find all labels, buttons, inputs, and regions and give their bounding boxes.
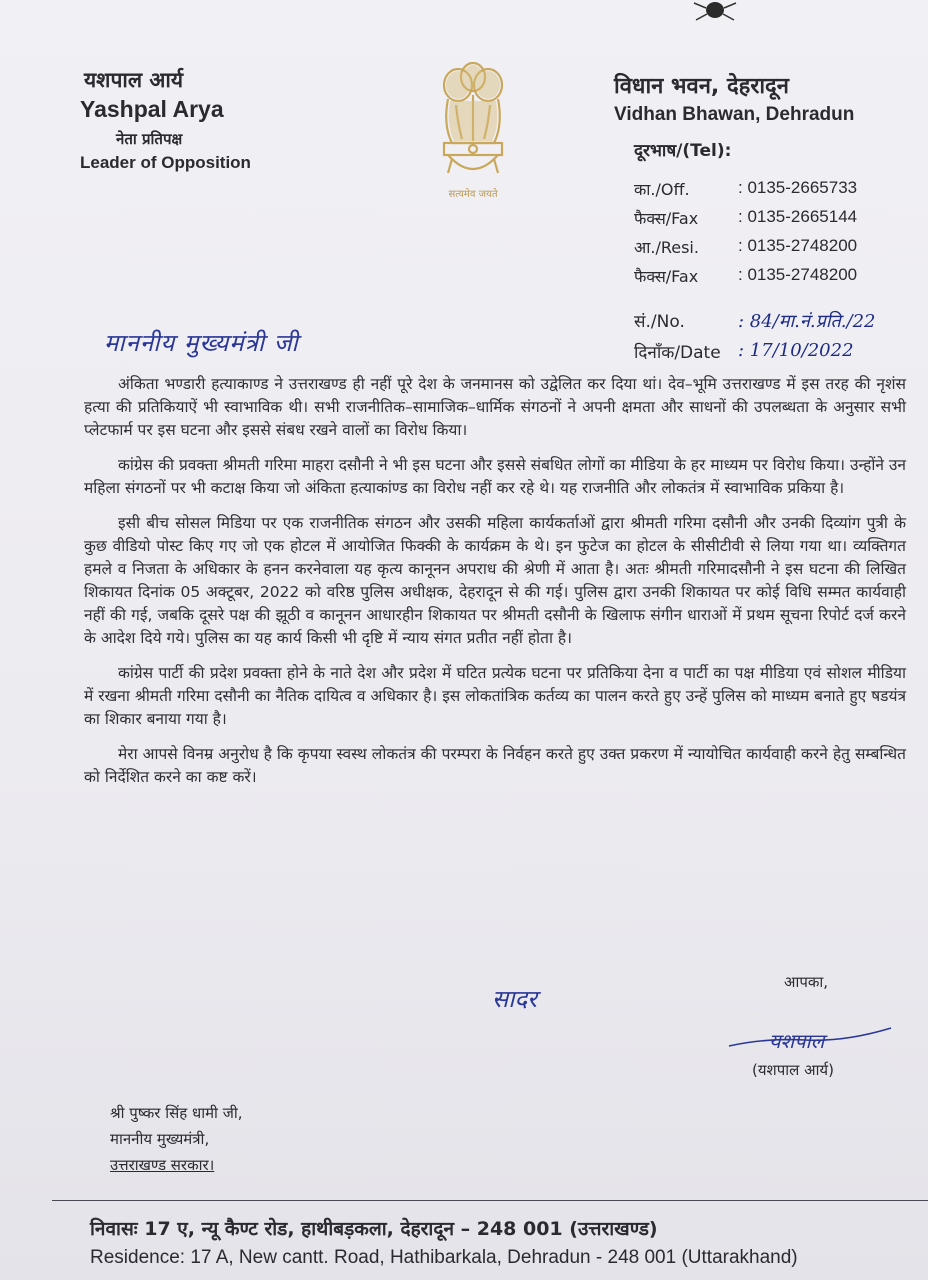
paragraph: कांग्रेस की प्रवक्ता श्रीमती गरिमा माहरा दसौनी ने भी इस घटना और इससे संबधित लोगों का मीडिया के हर माध्यम पर विरोध किया। उन्होंने उन महिला संगठनों पर भी कटाक्ष किया जो अंकिता हत्याकांण्ड का विरोध नहीं कर रहे थे। यह राजनीति और लोकतंत्र में स्वाभाविक प्रकिया है।: [84, 456, 906, 497]
emblem-motto: सत्यमेव जयते: [448, 189, 498, 200]
date-value: : 17/10/2022: [738, 340, 854, 361]
designation-english: Leader of Opposition: [80, 153, 251, 172]
sender-block: [80, 66, 280, 173]
signatory-name: (यशपाल आर्य): [752, 1061, 834, 1079]
paragraph: अंकिता भण्डारी हत्याकाण्ड ने उत्तराखण्ड ही नहीं पूरे देश के जनमानस को उद्वेलित कर दिया थां। देव–भूमि उत्तराखण्ड में इस तरह की नृशंस हत्या की प्रतिकियाऐं भी स्वाभाविक थी। सभी राजनीतिक–सामाजिक–धार्मिक संगठनों ने अपनी क्षमता और साधनों की उपलब्धता के अनुसार सभी प्लेटफार्म पर इस घटना और इससे संबध रखने वालों का विरोध किया।: [84, 375, 906, 439]
reference-number: : 84/मा.नं.प्रति./22: [738, 311, 876, 332]
handwritten-note: सादर: [492, 985, 537, 1013]
contact-label: फैक्स/Fax: [634, 267, 699, 286]
contact-value: : 0135-2665144: [738, 207, 858, 226]
residence-address-hindi: निवासः 17 ए, न्यू कैण्ट रोड, हाथीबड़कला, देहरादून – 248 001 (उत्तराखण्ड): [90, 1218, 658, 1240]
office-english: Vidhan Bhawan, Dehradun: [614, 104, 855, 125]
recipient-office: उत्तराखण्ड सरकार।: [110, 1156, 215, 1174]
footer-divider: [52, 1200, 928, 1201]
sender-name-hindi: यशपाल आर्य: [84, 68, 184, 92]
tel-label: दूरभाष/(Tel):: [634, 141, 732, 161]
contact-value: : 0135-2665733: [738, 178, 858, 197]
signature-text: यशपाल: [769, 1029, 825, 1053]
recipient-name: श्री पुष्कर सिंह धामी जी,: [110, 1104, 243, 1122]
signature: [725, 1018, 895, 1058]
closing: आपका,: [784, 973, 829, 991]
recipient-block: [110, 1100, 243, 1178]
paragraph: इसी बीच सोसल मिडिया पर एक राजनीतिक संगठन और उसकी महिला कार्यकर्ताओं द्वारा श्रीमती गरिमा दसौनी और उनकी दिव्यांग पुत्री के कुछ वीडियो पोस्ट किए गए जो एक होटल में आयोजित फिक्की के कार्यक्रम के थे। इन फुटेज का होटल के सीसीटीवी से लिया गया था। व्यक्तिगत हमले व निजता के अधिकार के हनन करनेवाला यह कृत्य कानूनन अपराध की श्रेणी में आता है। अतः श्रीमती गरिमादसौनी ने इस घटना की लिखित शिकायत दिनांक 05 अक्टूबर, 2022 को वरिष्ठ पुलिस अधीक्षक, देहरादून से की गई। पुलिस द्वारा उनकी शिकायत पर कोई विधि सम्मत कार्यवाही नहीं की गई, जबकि दूसरे पक्ष की झूठी व कानूनन आधारहीन शिकायत पर श्रीमती दसौनी के खिलाफ संगीन धाराओं में प्रथम सूचना रिपोर्ट दर्ज करने के आदेश दिये गये। पुलिस का यह कार्य किसी भी दृष्टि में न्याय संगत प्रतीत नहीं होता है।: [84, 514, 906, 647]
paragraph: मेरा आपसे विनम्र अनुरोध है कि कृपया स्वस्थ लोकतंत्र की परम्परा के निर्वहन करते हुए उक्त प्रकरण में न्यायोचित कार्यवाही करने हेतु सम्बन्धित को निर्देशित करने का कष्ट करें।: [84, 745, 906, 786]
date-label: दिनाँक/Date: [634, 343, 721, 363]
contact-label: आ./Resi.: [634, 238, 699, 257]
insect-image: [690, 0, 740, 22]
office-hindi: विधान भवन, देहरादून: [614, 74, 789, 99]
paragraph: कांग्रेस पार्टी की प्रदेश प्रवक्ता होने के नाते देश और प्रदेश में घटित प्रत्येक घटना पर प्रतिकिया देना व पार्टी का पक्ष मीडिया एवं सोशल मीडिया में रखना श्रीमती गरिमा दसौनी का नैतिक दायित्व व अधिकार है। इस लोकतांत्रिक कर्तव्य का पालन करते हुए उन्हें पुलिस को माध्यम बनाते हुए षडयंत्र का शिकार बनाया गया है।: [84, 664, 906, 728]
reference-label: सं./No.: [634, 312, 685, 332]
national-emblem-icon: [418, 55, 528, 205]
office-block: [614, 70, 904, 161]
letter-body: [84, 373, 906, 801]
designation-hindi: नेता प्रतिपक्ष: [116, 130, 183, 148]
salutation: माननीय मुख्यमंत्री जी: [104, 329, 299, 357]
contact-label: का./Off.: [634, 180, 690, 199]
residence-address-english: Residence: 17 A, New cantt. Road, Hathibarkala, Dehradun - 248 001 (Uttarakhand): [90, 1247, 798, 1268]
sender-name-english: Yashpal Arya: [80, 96, 224, 122]
contact-label: फैक्स/Fax: [634, 209, 699, 228]
contact-value: : 0135-2748200: [738, 265, 858, 284]
contact-value: : 0135-2748200: [738, 236, 858, 255]
recipient-designation: माननीय मुख्यमंत्री,: [110, 1130, 210, 1148]
